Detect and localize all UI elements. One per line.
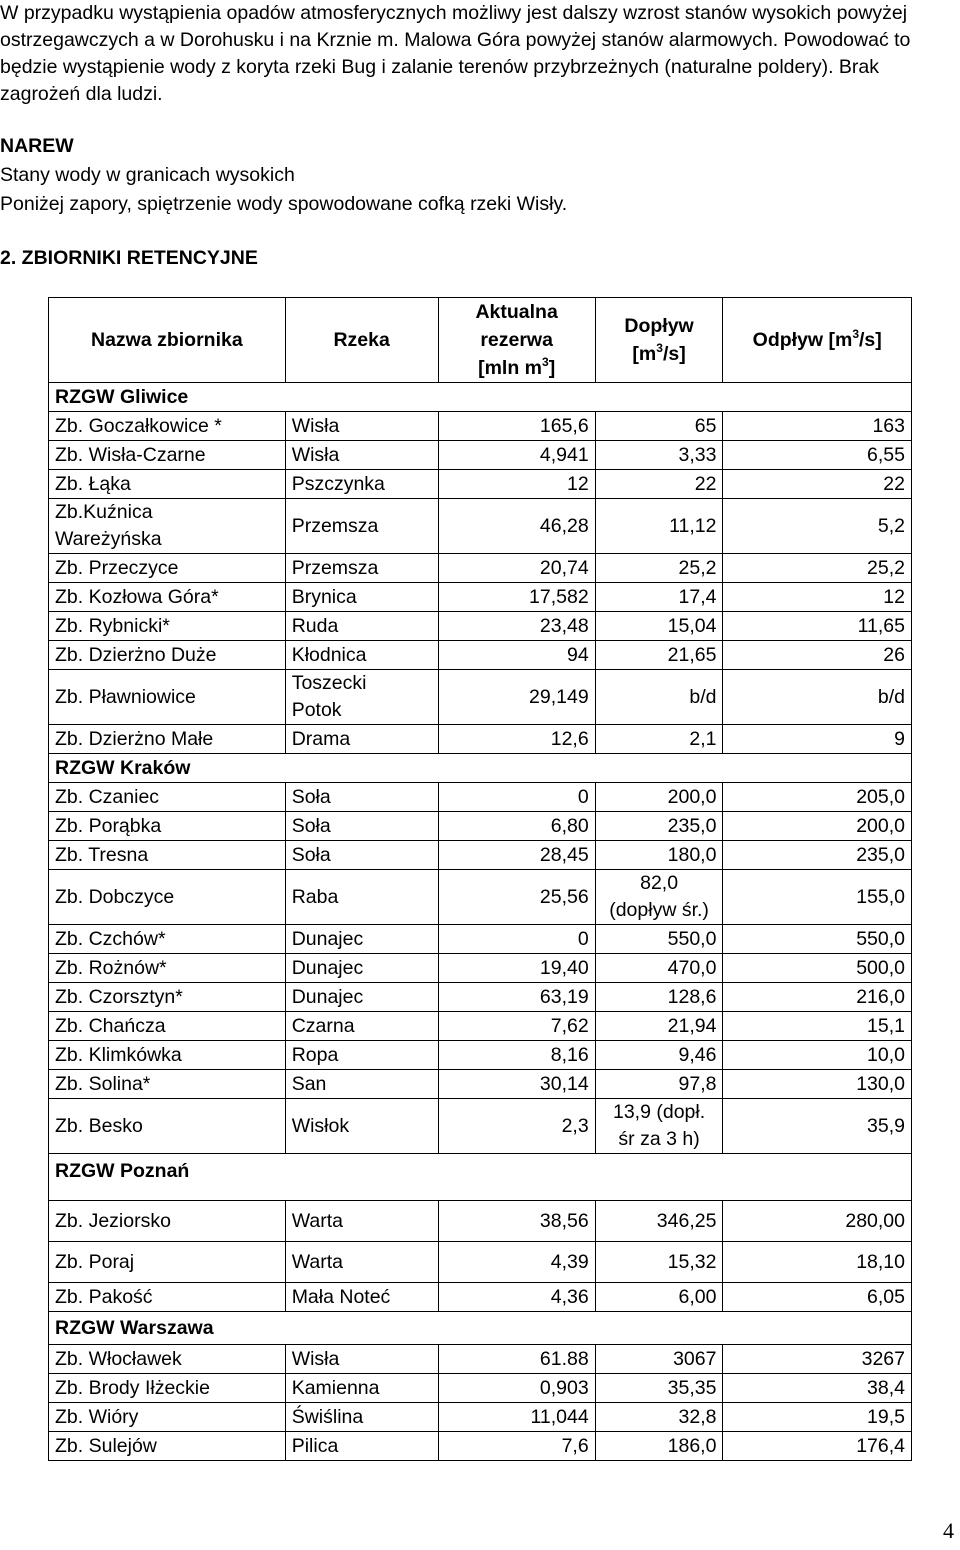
reserve-value: 29,149 — [438, 670, 595, 725]
reserve-value: 4,39 — [438, 1242, 595, 1283]
table-row — [49, 441, 912, 470]
river-name: Drama — [285, 725, 438, 754]
inflow-value: 9,46 — [595, 1041, 723, 1070]
inflow-value: 3,33 — [595, 441, 723, 470]
reservoir-name: Zb. Wisła-Czarne — [49, 441, 286, 470]
river-name: Przemsza — [285, 554, 438, 583]
inflow-value: 15,32 — [595, 1242, 723, 1283]
reserve-value: 0 — [438, 925, 595, 954]
inflow-value: 470,0 — [595, 954, 723, 983]
inflow-value: 6,00 — [595, 1283, 723, 1312]
outflow-value: 12 — [723, 583, 912, 612]
reservoir-name: Zb. Solina* — [49, 1070, 286, 1099]
reserve-value: 2,3 — [438, 1099, 595, 1154]
reserve-value: 46,28 — [438, 499, 595, 554]
river-name: Soła — [285, 812, 438, 841]
inflow-value: 200,0 — [595, 783, 723, 812]
river-name: Wisła — [285, 1345, 438, 1374]
river-name: Przemsza — [285, 499, 438, 554]
reserve-value: 61.88 — [438, 1345, 595, 1374]
table-row — [49, 1374, 912, 1403]
inflow-value: 32,8 — [595, 1403, 723, 1432]
reservoir-name: Zb. Tresna — [49, 841, 286, 870]
reserve-value: 30,14 — [438, 1070, 595, 1099]
table-row — [49, 641, 912, 670]
reservoir-name: Zb. Włocławek — [49, 1345, 286, 1374]
outflow-value: 10,0 — [723, 1041, 912, 1070]
narew-heading: NAREW — [0, 135, 74, 157]
group-row — [49, 383, 912, 412]
inflow-value: 11,12 — [595, 499, 723, 554]
river-name: Pilica — [285, 1432, 438, 1461]
table-row — [49, 470, 912, 499]
narew-status-line: Stany wody w granicach wysokich — [0, 164, 295, 186]
header-reserve: Aktualna rezerwa [mln $m^3$] — [438, 298, 595, 383]
river-name: Toszecki Potok — [285, 670, 438, 725]
reservoir-name: Zb. Dzierżno Duże — [49, 641, 286, 670]
outflow-value: 25,2 — [723, 554, 912, 583]
table-row — [49, 1099, 912, 1154]
reservoir-name: Zb. Przeczyce — [49, 554, 286, 583]
outflow-value: 6,55 — [723, 441, 912, 470]
outflow-value: b/d — [723, 670, 912, 725]
reserve-value: 12 — [438, 470, 595, 499]
river-name: Kamienna — [285, 1374, 438, 1403]
table-row — [49, 1041, 912, 1070]
reserve-value: 20,74 — [438, 554, 595, 583]
table-row — [49, 612, 912, 641]
table-row — [49, 412, 912, 441]
outflow-value: 9 — [723, 725, 912, 754]
table-row — [49, 670, 912, 725]
river-name: Warta — [285, 1242, 438, 1283]
reservoir-name: Zb. Dzierżno Małe — [49, 725, 286, 754]
reservoir-name: Zb. Goczałkowice * — [49, 412, 286, 441]
reservoir-name: Zb. Klimkówka — [49, 1041, 286, 1070]
reservoir-name: Zb. Pakość — [49, 1283, 286, 1312]
outflow-value: 3267 — [723, 1345, 912, 1374]
reservoir-name: Zb. Jeziorsko — [49, 1201, 286, 1242]
group-label: RZGW Poznań — [49, 1154, 912, 1201]
river-name: Dunajec — [285, 983, 438, 1012]
river-name: Raba — [285, 870, 438, 925]
reserve-value: 4,36 — [438, 1283, 595, 1312]
table-row — [49, 1012, 912, 1041]
outflow-value: 130,0 — [723, 1070, 912, 1099]
inflow-value: 235,0 — [595, 812, 723, 841]
outflow-value: 26 — [723, 641, 912, 670]
river-name: Czarna — [285, 1012, 438, 1041]
reservoir-name: Zb. Brody Iłżeckie — [49, 1374, 286, 1403]
inflow-value: 82,0 (dopływ śr.) — [595, 870, 723, 925]
table-header-row — [49, 298, 912, 383]
outflow-value: 200,0 — [723, 812, 912, 841]
inflow-value: 65 — [595, 412, 723, 441]
reservoir-name: Zb. Besko — [49, 1099, 286, 1154]
reservoir-name: Zb. Rożnów* — [49, 954, 286, 983]
outflow-value: 235,0 — [723, 841, 912, 870]
reservoir-name: Zb. Czchów* — [49, 925, 286, 954]
reservoir-name: Zb. Porąbka — [49, 812, 286, 841]
river-name: Soła — [285, 783, 438, 812]
river-name: Dunajec — [285, 954, 438, 983]
table-row — [49, 583, 912, 612]
river-name: Pszczynka — [285, 470, 438, 499]
river-name: Brynica — [285, 583, 438, 612]
group-row — [49, 754, 912, 783]
inflow-value: 3067 — [595, 1345, 723, 1374]
group-row — [49, 1312, 912, 1345]
river-name: Ruda — [285, 612, 438, 641]
table-row — [49, 954, 912, 983]
group-label: RZGW Gliwice — [49, 383, 912, 412]
reservoir-name: Zb. Kozłowa Góra* — [49, 583, 286, 612]
outflow-value: 550,0 — [723, 925, 912, 954]
river-name: San — [285, 1070, 438, 1099]
river-name: Świślina — [285, 1403, 438, 1432]
table-row — [49, 725, 912, 754]
reservoir-name: Zb. Czorsztyn* — [49, 983, 286, 1012]
header-inflow: Dopływ $[m^3/s]$ — [595, 298, 723, 383]
inflow-value: 22 — [595, 470, 723, 499]
reservoir-name: Zb. Chańcza — [49, 1012, 286, 1041]
inflow-value: 25,2 — [595, 554, 723, 583]
inflow-value: 128,6 — [595, 983, 723, 1012]
table-row — [49, 925, 912, 954]
reserve-value: 63,19 — [438, 983, 595, 1012]
inflow-value: 186,0 — [595, 1432, 723, 1461]
table-row — [49, 983, 912, 1012]
outflow-value: 6,05 — [723, 1283, 912, 1312]
inflow-value: 97,8 — [595, 1070, 723, 1099]
river-name: Kłodnica — [285, 641, 438, 670]
inflow-value: 2,1 — [595, 725, 723, 754]
table-row — [49, 1201, 912, 1242]
outflow-value: 19,5 — [723, 1403, 912, 1432]
inflow-value: 13,9 (dopł. śr za 3 h) — [595, 1099, 723, 1154]
reservoir-name: Zb. Poraj — [49, 1242, 286, 1283]
inflow-value: 17,4 — [595, 583, 723, 612]
inflow-value: 346,25 — [595, 1201, 723, 1242]
outflow-value: 22 — [723, 470, 912, 499]
river-name: Warta — [285, 1201, 438, 1242]
outflow-value: 5,2 — [723, 499, 912, 554]
reservoir-name: Zb. Rybnicki* — [49, 612, 286, 641]
reserve-value: 8,16 — [438, 1041, 595, 1070]
reserve-value: 0 — [438, 783, 595, 812]
outflow-value: 38,4 — [723, 1374, 912, 1403]
reserve-value: 17,582 — [438, 583, 595, 612]
table-row — [49, 1070, 912, 1099]
group-row — [49, 1154, 912, 1201]
reservoir-name: Zb. Sulejów — [49, 1432, 286, 1461]
reserve-value: 4,941 — [438, 441, 595, 470]
outflow-value: 11,65 — [723, 612, 912, 641]
reserve-value: 38,56 — [438, 1201, 595, 1242]
narew-dam-line: Poniżej zapory, spiętrzenie wody spowodowane cofką rzeki Wisły. — [0, 193, 568, 215]
reserve-value: 11,044 — [438, 1403, 595, 1432]
river-name: Mała Noteć — [285, 1283, 438, 1312]
table-row — [49, 554, 912, 583]
intro-paragraph: W przypadku wystąpienia opadów atmosferycznych możliwy jest dalszy wzrost stanów wysokich powyżej ostrzegawczych a w Dorohusku i na Krznie m. Malowa Góra powyżej stanów alarmowych. Powodować to będzie wystąpienie wody z koryta rzeki Bug i zalanie terenów przybrzeżnych (naturalne poldery). Brak zagrożeń dla ludzi. — [0, 2, 911, 105]
reserve-value: 7,62 — [438, 1012, 595, 1041]
outflow-value: 15,1 — [723, 1012, 912, 1041]
header-outflow: Odpływ $[m^3/s]$ — [723, 298, 912, 383]
reserve-value: 19,40 — [438, 954, 595, 983]
reservoir-name: Zb. Czaniec — [49, 783, 286, 812]
reservoir-name: Zb. Łąka — [49, 470, 286, 499]
outflow-value: 163 — [723, 412, 912, 441]
inflow-value: 550,0 — [595, 925, 723, 954]
outflow-value: 216,0 — [723, 983, 912, 1012]
reservoir-name: Zb. Wióry — [49, 1403, 286, 1432]
river-name: Wisła — [285, 441, 438, 470]
table-row — [49, 1345, 912, 1374]
table-row — [49, 1283, 912, 1312]
reservoir-name: Zb. Dobczyce — [49, 870, 286, 925]
table-row — [49, 783, 912, 812]
reserve-value: 28,45 — [438, 841, 595, 870]
outflow-value: 18,10 — [723, 1242, 912, 1283]
table-row — [49, 812, 912, 841]
table-row — [49, 841, 912, 870]
river-name: Wisła — [285, 412, 438, 441]
reserve-value: 25,56 — [438, 870, 595, 925]
inflow-value: 21,65 — [595, 641, 723, 670]
section-title: 2. ZBIORNIKI RETENCYJNE — [0, 247, 258, 269]
reservoir-table — [48, 297, 912, 1461]
inflow-value: 21,94 — [595, 1012, 723, 1041]
group-label: RZGW Warszawa — [49, 1312, 912, 1345]
outflow-value: 155,0 — [723, 870, 912, 925]
reserve-value: 94 — [438, 641, 595, 670]
inflow-value: 180,0 — [595, 841, 723, 870]
reserve-value: 0,903 — [438, 1374, 595, 1403]
table-row — [49, 1432, 912, 1461]
header-river: Rzeka — [285, 298, 438, 383]
outflow-value: 35,9 — [723, 1099, 912, 1154]
inflow-value: 35,35 — [595, 1374, 723, 1403]
river-name: Ropa — [285, 1041, 438, 1070]
river-name: Dunajec — [285, 925, 438, 954]
table-row — [49, 1242, 912, 1283]
table-row — [49, 870, 912, 925]
river-name: Wisłok — [285, 1099, 438, 1154]
reserve-value: 165,6 — [438, 412, 595, 441]
outflow-value: 280,00 — [723, 1201, 912, 1242]
reserve-value: 7,6 — [438, 1432, 595, 1461]
river-name: Soła — [285, 841, 438, 870]
reservoir-name: Zb.Kuźnica Wareżyńska — [49, 499, 286, 554]
outflow-value: 500,0 — [723, 954, 912, 983]
reservoir-name: Zb. Pławniowice — [49, 670, 286, 725]
table-row — [49, 499, 912, 554]
inflow-value: b/d — [595, 670, 723, 725]
reserve-value: 12,6 — [438, 725, 595, 754]
group-label: RZGW Kraków — [49, 754, 912, 783]
outflow-value: 176,4 — [723, 1432, 912, 1461]
page-number: 4 — [943, 1518, 954, 1543]
inflow-value: 15,04 — [595, 612, 723, 641]
reserve-value: 23,48 — [438, 612, 595, 641]
header-name: Nazwa zbiornika — [49, 298, 286, 383]
outflow-value: 205,0 — [723, 783, 912, 812]
reserve-value: 6,80 — [438, 812, 595, 841]
table-row — [49, 1403, 912, 1432]
